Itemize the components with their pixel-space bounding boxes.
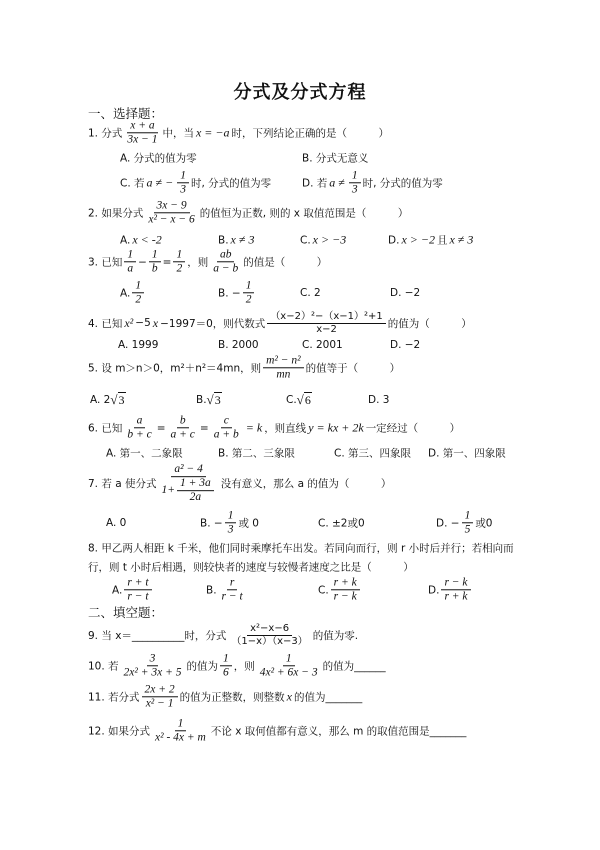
text-segment: − [138, 256, 147, 268]
text-segment: 不论 x 取何值都有意义，那么 m 的取值范围是_______ [210, 725, 467, 738]
math-text: a + c [170, 428, 195, 441]
denominator [441, 591, 470, 604]
question-6-stem [88, 414, 460, 441]
text-segment: D. 若 [302, 177, 328, 190]
fraction [210, 248, 241, 275]
text-segment: 8. 甲乙两人相距 k 千米，他们同时乘摩托车出发。若同向而行，则 r 小时后并行；若相向而 [88, 542, 514, 555]
numerator [132, 279, 144, 293]
text-segment: −1997＝0，则代数式 [160, 317, 266, 330]
denominator [220, 667, 232, 680]
text-segment: C. ±2或0 [318, 517, 365, 530]
denominator [210, 263, 241, 276]
math-expression: a ≠ − [146, 175, 174, 190]
text-segment: C. [286, 394, 297, 406]
text-segment: B. [218, 234, 229, 246]
math-expression: x [286, 689, 292, 704]
denominator [124, 134, 160, 147]
numerator [147, 652, 159, 666]
math-text: 3x − 9 [156, 199, 187, 212]
denominator [243, 294, 255, 307]
option-c [300, 287, 321, 299]
fraction [267, 311, 385, 335]
fraction [158, 463, 218, 505]
option-d [390, 287, 420, 299]
math-text: 5 [464, 523, 471, 536]
option-c [286, 392, 312, 408]
math-expression: x ≠ 3 [449, 232, 474, 247]
denominator [124, 263, 136, 276]
math-text: r [229, 576, 235, 589]
math-text: 3 [227, 523, 234, 536]
text-segment: ，则 [233, 660, 255, 673]
text-segment: 6. 已知 [88, 422, 123, 435]
option-d [368, 394, 389, 406]
text-segment: 时，下列结论正确的是（ ） [231, 127, 390, 140]
math-text: r − t [127, 590, 149, 603]
math-text: r + k [333, 576, 357, 589]
text-segment: 的值为正整数，则整数 [179, 691, 285, 704]
fraction [349, 169, 361, 196]
text-segment: A. 第一、二象限 [106, 447, 183, 460]
math-text: 1 [177, 717, 184, 730]
question-5-stem [88, 354, 400, 381]
math-text: 6 [222, 666, 229, 679]
math-text: r − k [333, 590, 357, 603]
option-c [120, 169, 271, 196]
denominator [145, 214, 197, 227]
fraction [257, 652, 321, 679]
fraction [124, 248, 136, 275]
fraction [149, 248, 161, 275]
denominator [313, 324, 340, 336]
fraction [331, 576, 360, 603]
question-2-stem [88, 199, 408, 226]
option-d [388, 233, 475, 248]
option-a [112, 576, 154, 603]
option-b [206, 576, 248, 603]
section-heading-fill-in: 二、填空题： [88, 605, 164, 620]
option-a [120, 279, 146, 306]
denominator [152, 732, 209, 745]
text-segment: B. 第二、三象限 [218, 447, 295, 460]
math-expression: x < -2 [132, 232, 162, 247]
question-10-stem [88, 652, 386, 679]
numerator [124, 248, 136, 262]
denominator [349, 184, 361, 197]
text-segment: D. −2 [390, 339, 421, 351]
denominator [211, 429, 242, 442]
math-text: r + t [127, 576, 149, 589]
text-segment: D. 第一、四象限 [428, 447, 506, 460]
math-text: a [136, 414, 143, 427]
fraction [177, 477, 214, 504]
text-segment: C. 若 [120, 177, 145, 190]
math-text: a² − 4 [174, 463, 203, 476]
numerator [441, 576, 470, 590]
fraction [145, 199, 197, 226]
denominator [124, 429, 154, 442]
text-segment: 一定经过（ ） [365, 422, 461, 435]
text-segment: 的值为______ [322, 660, 386, 673]
numerator [247, 623, 292, 636]
math-text: 1 [351, 169, 358, 182]
math-text: x + a [130, 119, 155, 132]
option-c [318, 576, 362, 603]
denominator [225, 524, 237, 537]
math-expression: x [152, 315, 159, 330]
denominator [462, 524, 474, 537]
option-a [118, 339, 158, 351]
fraction [121, 652, 185, 679]
option-b [218, 233, 256, 248]
math-text: 2x + 2 [144, 683, 175, 696]
text-segment: C. [318, 584, 329, 596]
math-text: 2 [245, 293, 252, 306]
text-segment: 的值恒为正数, 则的 x 取值范围是（ ） [199, 207, 409, 220]
option-d [302, 169, 443, 196]
text-segment: D. [388, 234, 400, 246]
denominator [273, 369, 293, 382]
denominator [177, 184, 189, 197]
text-segment: D. [428, 584, 440, 596]
denominator [257, 667, 321, 680]
text-segment: D. 3 [368, 394, 390, 406]
option-b [218, 339, 259, 351]
math-text: 1 [127, 248, 134, 261]
fraction [152, 717, 209, 744]
text-segment: 或0 [475, 517, 493, 530]
numerator [331, 576, 360, 590]
question-8-stem [88, 541, 514, 556]
text-segment: 且 [436, 234, 448, 247]
text-segment: 1+ [161, 484, 175, 497]
text-segment: 2. 如果分式 [88, 207, 144, 220]
option-d [390, 339, 420, 351]
text-segment: = [199, 422, 209, 434]
math-text: r + k [444, 590, 468, 603]
fraction [441, 576, 470, 603]
text-segment: B. − [200, 517, 223, 529]
text-segment: ，则直线 [264, 422, 307, 435]
math-text: b [151, 262, 158, 275]
math-text: 1 [285, 652, 292, 665]
question-9-stem [88, 623, 358, 647]
radicand: √ 6 [304, 393, 311, 407]
math-text: a + b [213, 428, 239, 441]
math-text: r − k [444, 576, 468, 589]
option-d [428, 576, 473, 603]
text-segment: D. −2 [390, 287, 421, 299]
numerator [263, 354, 303, 368]
math-expression: x > −2 [401, 232, 435, 247]
numerator [227, 576, 237, 590]
text-segment: B. [206, 584, 217, 596]
fraction [142, 683, 178, 710]
text-segment: 9. 当 x＝__________时，分式 [88, 629, 227, 642]
numerator [177, 169, 189, 183]
math-expression: x = −a [195, 125, 230, 140]
fraction [173, 248, 185, 275]
math-text: 1 [245, 279, 252, 292]
math-text: 2 [135, 293, 142, 306]
fraction [225, 509, 237, 536]
denominator [158, 477, 218, 504]
text-segment: C. 第三、四象限 [334, 447, 412, 460]
denominator [219, 591, 246, 604]
text-segment: 11. 若分式 [88, 691, 140, 704]
square-root [110, 392, 125, 408]
fraction [462, 509, 474, 536]
question-11-stem [88, 683, 362, 710]
radicand: √ 3 [118, 393, 125, 407]
option-a [106, 446, 183, 461]
option-a [90, 392, 126, 408]
fraction [220, 652, 232, 679]
numerator [127, 119, 157, 133]
math-text: （1−x）（x−3） [231, 635, 308, 647]
text-segment: ，则 [187, 256, 209, 269]
text-segment: D. − [436, 517, 460, 529]
numerator [175, 717, 187, 731]
text-segment: 时, 分式的值为零 [362, 177, 443, 190]
math-text: x² − 1 [145, 697, 174, 710]
math-text: m² − n² [266, 354, 301, 367]
math-text: 1 [464, 509, 471, 522]
text-segment: A. 0 [106, 517, 127, 529]
denominator [168, 429, 198, 442]
numerator [177, 477, 214, 491]
math-text: r − t [221, 590, 243, 603]
text-segment: A. [120, 234, 131, 246]
math-text: b [179, 414, 186, 427]
math-text: 2x² + 3x + 5 [123, 666, 182, 679]
fraction [177, 169, 189, 196]
math-text: 1 [176, 248, 183, 261]
math-text: a [127, 262, 134, 275]
option-c [334, 446, 411, 461]
denominator [121, 667, 185, 680]
text-segment: B. − [218, 287, 241, 299]
text-segment: C. 2001 [302, 339, 343, 351]
fraction [124, 119, 160, 146]
fraction [132, 279, 144, 306]
text-segment: A. [112, 584, 123, 596]
denominator [187, 492, 205, 505]
fraction [124, 414, 154, 441]
option-a [120, 233, 164, 248]
text-segment: 的值为（ ） [387, 317, 472, 330]
math-text: x−2 [316, 323, 337, 335]
text-segment: 的值为 [186, 660, 218, 673]
text-segment: 3. 已知 [88, 256, 123, 269]
option-b [218, 446, 295, 461]
math-text: 1 [135, 279, 142, 292]
square-root [207, 392, 222, 408]
text-segment: C. [300, 234, 311, 246]
text-segment: 的值为_______ [294, 691, 363, 704]
text-segment: 7. 若 a 使分式 [88, 478, 157, 491]
math-expression: y = kx + 2k [308, 420, 364, 435]
text-segment: = [156, 422, 166, 434]
numerator [149, 248, 161, 262]
numerator [177, 414, 189, 428]
fraction [263, 354, 303, 381]
math-text: a − b [213, 262, 239, 275]
option-b [196, 392, 222, 408]
denominator [331, 591, 360, 604]
text-segment: 的值是（ ） [243, 256, 328, 269]
denominator [173, 263, 185, 276]
text-segment: 时, 分式的值为零 [190, 177, 272, 190]
fraction [168, 414, 198, 441]
numerator [267, 311, 385, 324]
option-a [106, 517, 126, 529]
text-segment: 或 0 [238, 517, 259, 530]
option-c [318, 516, 365, 531]
math-text: 1 [180, 169, 186, 182]
numerator [221, 414, 232, 428]
question-8-stem-line-2 [88, 560, 414, 575]
denominator [149, 263, 161, 276]
option-b [302, 151, 368, 166]
math-text: 2a [189, 491, 202, 504]
text-segment: 中，当 [162, 127, 194, 140]
text-segment: = [162, 256, 172, 268]
numerator [225, 509, 237, 523]
text-segment: −5 [135, 317, 151, 329]
text-segment: B. 分式无意义 [302, 152, 369, 165]
math-text: 3 [149, 652, 156, 665]
math-expression: x > −3 [312, 232, 347, 247]
math-text: mn [276, 368, 291, 381]
numerator [462, 509, 474, 523]
option-a [120, 151, 197, 166]
fraction [243, 279, 255, 306]
math-text: 1 [227, 509, 234, 522]
text-segment: B. [196, 394, 207, 406]
text-segment: B. 2000 [218, 339, 259, 351]
text-segment: 的值等于（ ） [305, 362, 401, 375]
option-c [300, 233, 348, 248]
numerator [134, 414, 146, 428]
page-title: 分式及分式方程 [233, 82, 367, 103]
math-expression: x ≠ 3 [230, 232, 255, 247]
option-d [428, 446, 506, 461]
text-segment: A. 1999 [118, 339, 159, 351]
math-text: x² − x − 6 [148, 213, 195, 226]
option-c [302, 339, 343, 351]
denominator [143, 698, 177, 711]
section-heading-multiple-choice: 一、选择题： [88, 106, 164, 121]
math-text: x²−x−6 [250, 623, 290, 634]
math-text: b + c [127, 428, 152, 441]
radicand: √ 3 [214, 393, 221, 407]
math-text: 3 [180, 183, 186, 196]
math-text: （x−2）²−（x−1）²+1 [270, 311, 383, 322]
math-text: 1 + 3a [179, 477, 211, 490]
denominator [228, 636, 310, 648]
denominator [124, 591, 151, 604]
numerator [217, 248, 235, 262]
numerator [220, 652, 232, 666]
text-segment: 没有意义，那么 a 的值为（ ） [220, 478, 392, 491]
option-b [218, 279, 256, 306]
text-segment: A. 分式的值为零 [120, 152, 197, 165]
math-text: 3 [351, 183, 358, 196]
math-expression: x² [124, 315, 134, 330]
math-text: 2 [176, 262, 183, 275]
question-4-stem [88, 311, 472, 335]
text-segment: 12. 如果分式 [88, 725, 151, 738]
question-1-stem [88, 119, 389, 146]
text-segment: 4. 已知 [88, 317, 123, 330]
numerator [124, 576, 151, 590]
math-expression: a ≠ [329, 175, 345, 190]
math-text: ab [219, 248, 232, 261]
math-text: c [223, 414, 229, 427]
text-segment: 10. 若 [88, 660, 119, 673]
text-segment: 5. 设 m＞n＞0，m²＋n²＝4mn，则 [88, 362, 262, 375]
text-segment: 行，则 t 小时后相遇，则较快者的速度与较慢者速度之比是（ ） [88, 561, 414, 574]
fraction [228, 623, 310, 647]
question-7-stem [88, 463, 391, 505]
fraction [211, 414, 242, 441]
denominator [132, 294, 144, 307]
numerator [142, 683, 178, 697]
question-3-stem [88, 248, 327, 275]
math-expression: = k [245, 420, 263, 435]
numerator [349, 169, 361, 183]
text-segment: A. 2 [90, 394, 111, 406]
numerator [283, 652, 295, 666]
option-d [436, 509, 493, 536]
math-text: 4x² + 6x − 3 [259, 666, 318, 679]
text-segment: C. 2 [300, 287, 321, 299]
text-segment: 1. 分式 [88, 127, 123, 140]
numerator [243, 279, 255, 293]
question-12-stem [88, 717, 466, 744]
numerator [173, 248, 185, 262]
numerator [171, 463, 205, 477]
square-root [297, 392, 312, 408]
text-segment: 的值为零. [312, 629, 359, 642]
option-b [200, 509, 259, 536]
fraction [219, 576, 246, 603]
fraction [124, 576, 151, 603]
numerator [154, 199, 190, 213]
math-text: 3x − 1 [127, 133, 158, 146]
math-text: 1 [222, 652, 229, 665]
math-text: x² - 4x + m [155, 731, 206, 744]
text-segment: A. [120, 287, 131, 299]
math-text: 1 [151, 248, 158, 261]
